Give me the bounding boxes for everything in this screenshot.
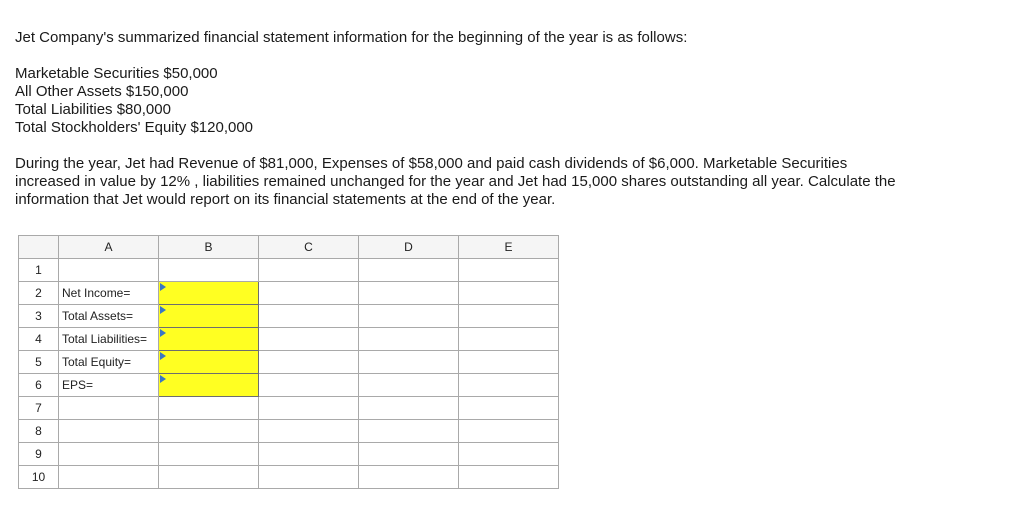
- cell-e7[interactable]: [459, 397, 559, 420]
- row-number: 9: [19, 443, 59, 466]
- problem-line: information that Jet would report on its financial statements at the end of the year.: [15, 191, 556, 208]
- cell-d8[interactable]: [359, 420, 459, 443]
- total-equity-label: Total Equity=: [59, 351, 159, 374]
- column-header-e: E: [459, 236, 559, 259]
- cell-d3[interactable]: [359, 305, 459, 328]
- input-marker-icon: [160, 352, 166, 360]
- table-row: [19, 328, 559, 351]
- input-marker-icon: [160, 306, 166, 314]
- net-income-label: Net Income=: [59, 282, 159, 305]
- total-liabilities-answer-cell[interactable]: [159, 328, 259, 351]
- cell-d2[interactable]: [359, 282, 459, 305]
- intro-text: Jet Company's summarized financial statement information for the beginning of the year is as follows:: [15, 29, 688, 46]
- table-row: [19, 259, 559, 282]
- cell-d5[interactable]: [359, 351, 459, 374]
- problem-text: [15, 155, 975, 209]
- cell-a1[interactable]: [59, 259, 159, 282]
- spreadsheet-grid: [18, 235, 559, 489]
- table-row: [19, 374, 559, 397]
- cell-d9[interactable]: [359, 443, 459, 466]
- cell-c3[interactable]: [259, 305, 359, 328]
- eps-label: EPS=: [59, 374, 159, 397]
- cell-b8[interactable]: [159, 420, 259, 443]
- table-row: [19, 305, 559, 328]
- cell-c1[interactable]: [259, 259, 359, 282]
- column-header-b: B: [159, 236, 259, 259]
- corner-cell: [19, 236, 59, 259]
- balance-marketable-securities: Marketable Securities $50,000: [15, 65, 218, 82]
- column-header-d: D: [359, 236, 459, 259]
- table-row: [19, 282, 559, 305]
- problem-line: increased in value by 12% , liabilities remained unchanged for the year and Jet had 15,000 shares outstanding all year. Calculate the: [15, 173, 896, 190]
- cell-e8[interactable]: [459, 420, 559, 443]
- net-income-answer-cell[interactable]: [159, 282, 259, 305]
- row-number: 10: [19, 466, 59, 489]
- cell-a7[interactable]: [59, 397, 159, 420]
- cell-c2[interactable]: [259, 282, 359, 305]
- balance-total-liabilities: Total Liabilities $80,000: [15, 101, 171, 118]
- cell-c5[interactable]: [259, 351, 359, 374]
- cell-c9[interactable]: [259, 443, 359, 466]
- input-marker-icon: [160, 375, 166, 383]
- cell-d4[interactable]: [359, 328, 459, 351]
- row-number: 1: [19, 259, 59, 282]
- cell-e2[interactable]: [459, 282, 559, 305]
- problem-line: During the year, Jet had Revenue of $81,000, Expenses of $58,000 and paid cash dividends of $6,000. Marketable Securities: [15, 155, 848, 172]
- total-liabilities-label: Total Liabilities=: [59, 328, 159, 351]
- cell-c7[interactable]: [259, 397, 359, 420]
- row-number: 7: [19, 397, 59, 420]
- total-assets-answer-cell[interactable]: [159, 305, 259, 328]
- row-number: 8: [19, 420, 59, 443]
- cell-b9[interactable]: [159, 443, 259, 466]
- cell-b10[interactable]: [159, 466, 259, 489]
- cell-d6[interactable]: [359, 374, 459, 397]
- column-header-c: C: [259, 236, 359, 259]
- column-header-a: A: [59, 236, 159, 259]
- cell-e10[interactable]: [459, 466, 559, 489]
- cell-d1[interactable]: [359, 259, 459, 282]
- row-number: 5: [19, 351, 59, 374]
- cell-e6[interactable]: [459, 374, 559, 397]
- cell-d10[interactable]: [359, 466, 459, 489]
- cell-e4[interactable]: [459, 328, 559, 351]
- cell-d7[interactable]: [359, 397, 459, 420]
- cell-e9[interactable]: [459, 443, 559, 466]
- total-equity-answer-cell[interactable]: [159, 351, 259, 374]
- cell-b7[interactable]: [159, 397, 259, 420]
- cell-c10[interactable]: [259, 466, 359, 489]
- table-row: [19, 420, 559, 443]
- cell-a10[interactable]: [59, 466, 159, 489]
- balance-other-assets: All Other Assets $150,000: [15, 83, 189, 100]
- table-row: [19, 443, 559, 466]
- column-header-row: [19, 236, 559, 259]
- cell-e5[interactable]: [459, 351, 559, 374]
- cell-c6[interactable]: [259, 374, 359, 397]
- cell-a9[interactable]: [59, 443, 159, 466]
- cell-c4[interactable]: [259, 328, 359, 351]
- table-row: [19, 397, 559, 420]
- cell-e3[interactable]: [459, 305, 559, 328]
- table-row: [19, 351, 559, 374]
- cell-c8[interactable]: [259, 420, 359, 443]
- eps-answer-cell[interactable]: [159, 374, 259, 397]
- cell-b1[interactable]: [159, 259, 259, 282]
- input-marker-icon: [160, 329, 166, 337]
- balance-stockholders-equity: Total Stockholders' Equity $120,000: [15, 119, 254, 136]
- cell-a8[interactable]: [59, 420, 159, 443]
- total-assets-label: Total Assets=: [59, 305, 159, 328]
- input-marker-icon: [160, 283, 166, 291]
- beginning-balances: [15, 65, 253, 137]
- row-number: 3: [19, 305, 59, 328]
- cell-e1[interactable]: [459, 259, 559, 282]
- table-row: [19, 466, 559, 489]
- row-number: 4: [19, 328, 59, 351]
- row-number: 6: [19, 374, 59, 397]
- row-number: 2: [19, 282, 59, 305]
